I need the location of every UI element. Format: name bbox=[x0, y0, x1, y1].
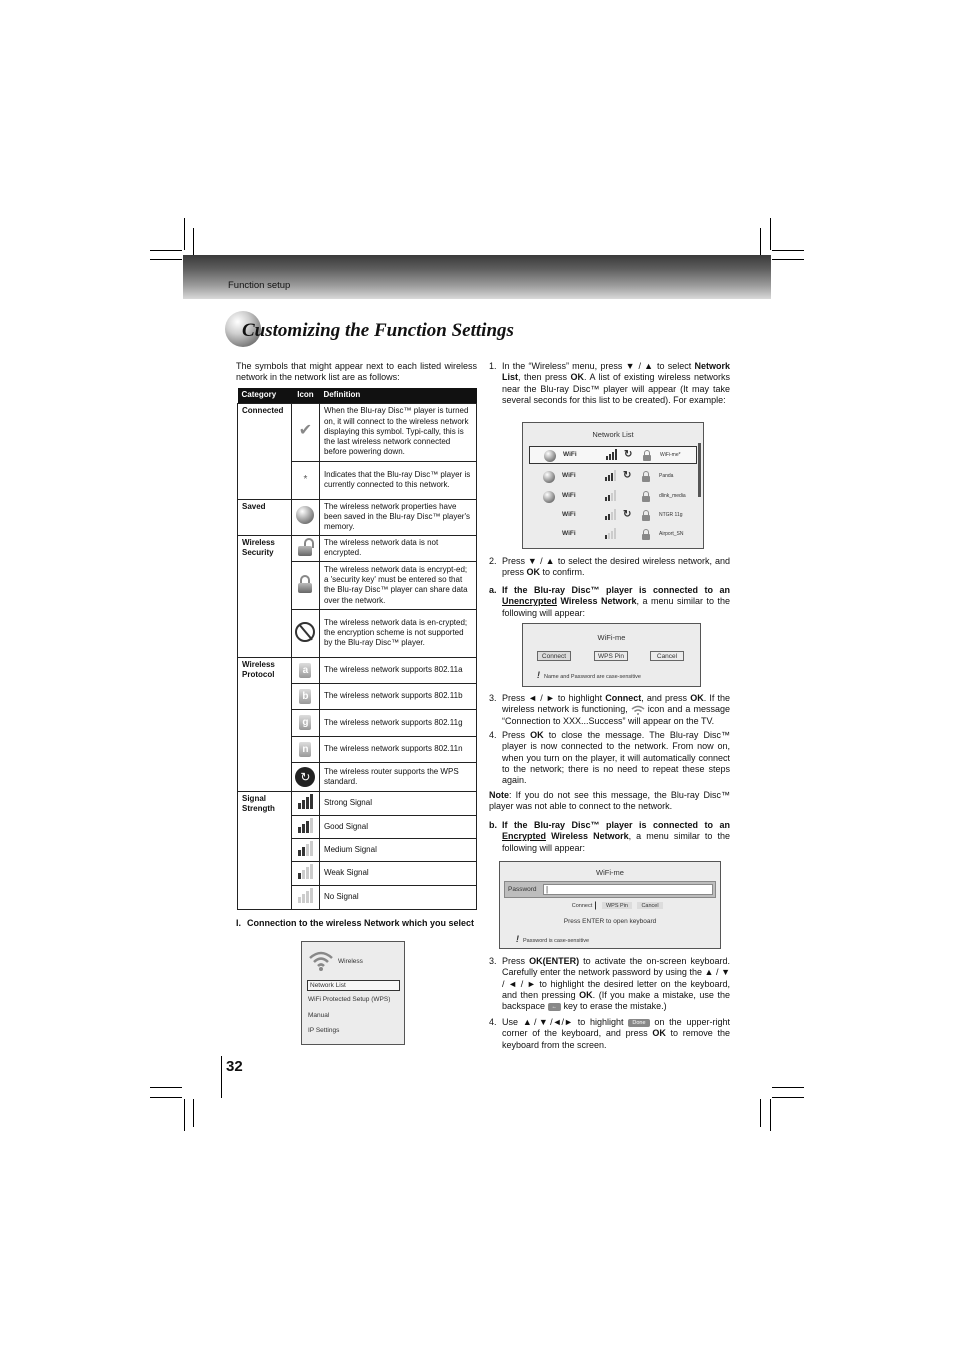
step-text bbox=[502, 556, 730, 579]
saved-ball-icon bbox=[544, 450, 556, 462]
unlocked-icon bbox=[298, 538, 312, 556]
signal-none-icon bbox=[298, 888, 313, 903]
network-name: NTGR 11g bbox=[659, 512, 683, 518]
network-row[interactable] bbox=[529, 526, 697, 544]
text-run: OK bbox=[526, 567, 541, 578]
password-label: Password bbox=[508, 886, 537, 893]
table-row bbox=[238, 657, 477, 683]
wps-pin-button[interactable]: WPS Pin bbox=[601, 901, 633, 910]
text-run: If the Blu-ray Disc™ player is connected to an bbox=[502, 585, 730, 595]
text-run: Connect bbox=[605, 693, 642, 703]
step-4b bbox=[489, 1017, 730, 1051]
lock-icon bbox=[642, 471, 650, 482]
definition-text: The wireless network data is encrypt-ed; a 'security key' must be entered so that the Blu-ray Disc™ player can share data over the network. bbox=[319, 561, 476, 609]
text-run: key to erase the mistake.) bbox=[561, 1001, 667, 1012]
step-text bbox=[502, 1017, 730, 1051]
wireless-menu-screen bbox=[301, 941, 405, 1045]
network-label: WiFi bbox=[562, 472, 576, 479]
dialog-note bbox=[516, 934, 589, 944]
table-row bbox=[238, 403, 477, 461]
signal-icon bbox=[605, 490, 616, 503]
network-label: WiFi bbox=[563, 451, 577, 458]
category-security: Wireless Security bbox=[238, 535, 292, 657]
scrollbar[interactable] bbox=[698, 443, 701, 497]
definition-text: Medium Signal bbox=[319, 839, 476, 862]
definition-text: The wireless network supports 802.11n bbox=[319, 736, 476, 762]
unsupported-encryption-icon bbox=[295, 622, 315, 642]
crop-mark bbox=[760, 1099, 761, 1127]
note-label: Note bbox=[489, 790, 509, 800]
wps-icon: ↻ bbox=[295, 767, 315, 787]
definition-text: The wireless network data is not encrypted. bbox=[319, 535, 476, 561]
crop-mark bbox=[184, 1099, 185, 1131]
network-label: WiFi bbox=[562, 492, 576, 499]
step-text bbox=[502, 730, 730, 786]
network-label: WiFi bbox=[562, 530, 576, 537]
signal-weak-icon bbox=[298, 864, 313, 879]
page-number: 32 bbox=[226, 1058, 243, 1075]
text-run: Wireless Network bbox=[557, 596, 637, 607]
step-a bbox=[489, 585, 730, 619]
step-text bbox=[502, 585, 730, 619]
page-title: Customizing the Function Settings bbox=[242, 320, 514, 341]
text-run: , then press bbox=[518, 372, 571, 383]
text-run: Encrypted bbox=[502, 831, 547, 842]
step-2 bbox=[489, 556, 730, 579]
text-run: Wireless Network bbox=[546, 831, 629, 842]
network-row[interactable] bbox=[529, 468, 697, 486]
saved-ball-icon bbox=[296, 506, 314, 524]
dialog-note bbox=[537, 670, 641, 680]
definition-text: Good Signal bbox=[319, 815, 476, 838]
step-text bbox=[502, 693, 730, 727]
table-row bbox=[238, 535, 477, 561]
col-header-icon: Icon bbox=[291, 388, 319, 403]
connect-dialog-encrypted bbox=[499, 861, 721, 949]
definition-text: Strong Signal bbox=[319, 791, 476, 815]
crop-mark bbox=[150, 1087, 182, 1088]
wps-pin-button[interactable]: WPS Pin bbox=[594, 651, 628, 661]
crop-mark bbox=[770, 218, 771, 250]
lock-icon bbox=[642, 491, 650, 502]
crop-mark bbox=[150, 1097, 182, 1098]
category-protocol: Wireless Protocol bbox=[238, 657, 292, 791]
step-3b bbox=[489, 956, 730, 1012]
text-run: to remove the keyboard from the screen. bbox=[502, 1028, 730, 1050]
text-run: to activate the on-screen keyboard. Carefully enter the network password by using the ▲ / ▼ / ◄ / ► to highlight the desired letter on the keyboard, and then pressing bbox=[502, 956, 730, 1000]
wireless-menu-title: Wireless bbox=[338, 958, 363, 965]
step-number: 1. bbox=[489, 361, 497, 371]
dialog-title: WiFi-me bbox=[597, 633, 626, 642]
crop-mark bbox=[772, 259, 804, 260]
done-key-icon: Done bbox=[628, 1019, 649, 1027]
checkmark-icon: ✔ bbox=[298, 421, 313, 439]
text-run: OK bbox=[570, 372, 585, 383]
step-b bbox=[489, 820, 730, 854]
signal-medium-icon bbox=[298, 841, 313, 856]
signal-good-icon bbox=[298, 818, 313, 833]
category-saved: Saved bbox=[238, 499, 292, 535]
text-run: , and press bbox=[641, 693, 691, 703]
text-run: OK bbox=[690, 693, 704, 703]
text-run: OK(ENTER) bbox=[529, 956, 580, 966]
col-header-definition: Definition bbox=[319, 388, 476, 403]
page-number-rule bbox=[221, 1056, 222, 1098]
text-run: . A list of existing wireless networks near the Blu-ray Disc™ player will appear (It may take several seconds for this list to be created). For example: bbox=[502, 372, 730, 405]
text-run: OK bbox=[579, 989, 593, 1000]
definition-text: No Signal bbox=[319, 885, 476, 909]
step-number: 4. bbox=[489, 730, 497, 740]
network-list-title: Network List bbox=[592, 430, 634, 439]
network-list-screen bbox=[522, 422, 704, 549]
wps-icon: ↻ bbox=[623, 509, 632, 520]
wps-icon: ↻ bbox=[623, 470, 632, 481]
section-label: Function setup bbox=[228, 280, 291, 291]
text-run: . (If you make a mistake, use the backspace bbox=[502, 989, 730, 1012]
definition-text: The wireless network properties have been saved in the Blu-ray Disc™ player's memory. bbox=[319, 499, 476, 535]
wifi-icon bbox=[631, 705, 645, 715]
text-run: OK bbox=[530, 730, 544, 740]
step-text bbox=[502, 820, 730, 854]
text-run: , a menu similar to the following will appear: bbox=[502, 596, 730, 618]
text-run: Use ▲/▼/◄/► to highlight bbox=[502, 1017, 629, 1027]
network-name: WiFi-me* bbox=[660, 452, 681, 458]
step-3a bbox=[489, 693, 730, 727]
text-run: to confirm. bbox=[540, 567, 585, 578]
step-number: 3. bbox=[489, 956, 497, 966]
text-run: Press ◄ / ► to highlight bbox=[502, 693, 606, 703]
protocol-n-icon: n bbox=[299, 742, 311, 757]
definition-text: The wireless network supports 802.11a bbox=[319, 657, 476, 683]
crop-mark bbox=[772, 250, 804, 251]
signal-icon bbox=[605, 509, 616, 522]
network-label: WiFi bbox=[562, 511, 576, 518]
text-run: Unencrypted bbox=[502, 596, 558, 607]
crop-mark bbox=[770, 1099, 771, 1131]
network-row[interactable] bbox=[529, 507, 697, 525]
category-signal: Signal Strength bbox=[238, 791, 292, 909]
network-name: dlink_media bbox=[659, 493, 686, 499]
table-row bbox=[238, 499, 477, 535]
step-1 bbox=[489, 361, 730, 406]
table-header-row bbox=[238, 388, 477, 403]
lock-icon bbox=[643, 450, 651, 461]
dialog-title: WiFi-me bbox=[596, 868, 624, 877]
wps-icon: ↻ bbox=[624, 449, 633, 460]
cancel-button[interactable]: Cancel bbox=[636, 901, 664, 910]
note-text: : If you do not see this message, the Blu-ray Disc™ player was not able to connect to the network. bbox=[489, 790, 730, 812]
menu-item-network-list[interactable]: Network List bbox=[307, 980, 400, 991]
note-paragraph bbox=[489, 790, 730, 813]
definition-text: Indicates that the Blu-ray Disc™ player is currently connected to this network. bbox=[319, 461, 476, 499]
definition-text: The wireless network supports 802.11g bbox=[319, 709, 476, 736]
protocol-g-icon: g bbox=[299, 715, 311, 730]
definition-text: The wireless router supports the WPS standard. bbox=[319, 762, 476, 791]
asterisk-icon: * bbox=[303, 473, 308, 485]
text-run: . If the wireless network is functioning, bbox=[502, 693, 731, 715]
lock-icon bbox=[298, 575, 312, 593]
password-row bbox=[504, 881, 716, 898]
exclamation-icon: ! bbox=[537, 670, 540, 680]
protocol-b-icon: b bbox=[299, 689, 311, 704]
step-text bbox=[502, 361, 730, 406]
backspace-key-icon: ← bbox=[548, 1003, 562, 1011]
step-number: 3. bbox=[489, 693, 497, 703]
step-number: b. bbox=[489, 820, 497, 830]
text-run: Press bbox=[502, 730, 531, 740]
text-run: icon and a message “Connection to XXX...Success” will appear on the TV. bbox=[502, 704, 730, 726]
text-run: to close the message. The Blu-ray Disc™ player is now connected to the network. From now on, when you turn on the player, it will automatically connect to the network; there is no need to repeat these steps again. bbox=[502, 730, 730, 786]
saved-ball-icon bbox=[543, 471, 555, 483]
text-run: In the “Wireless” menu, press ▼ / ▲ to select bbox=[502, 361, 695, 371]
menu-item-ip-settings[interactable]: IP Settings bbox=[308, 1027, 340, 1034]
exclamation-icon: ! bbox=[516, 934, 519, 944]
signal-icon bbox=[605, 470, 616, 483]
step-number: 4. bbox=[489, 1017, 497, 1027]
saved-ball-icon bbox=[543, 491, 555, 503]
step-text: Connection to the wireless Network which you select bbox=[247, 918, 475, 928]
lock-icon bbox=[642, 510, 650, 521]
text-run: Press bbox=[502, 956, 530, 966]
network-name: Airport_SN bbox=[659, 531, 684, 537]
crop-mark bbox=[184, 218, 185, 250]
text-run: Network List bbox=[502, 361, 730, 383]
text-run: , a menu similar to the following will appear: bbox=[502, 831, 730, 853]
note-text: Password is case-sensitive bbox=[523, 938, 590, 944]
signal-strong-icon bbox=[298, 794, 313, 809]
definition-text: The wireless network supports 802.11b bbox=[319, 683, 476, 709]
cancel-button[interactable]: Cancel bbox=[650, 651, 684, 661]
crop-mark bbox=[193, 1099, 194, 1127]
protocol-a-icon: a bbox=[299, 663, 311, 678]
crop-mark bbox=[772, 1087, 804, 1088]
wifi-icon bbox=[308, 950, 334, 972]
step-text bbox=[502, 956, 730, 1012]
col-header-category: Category bbox=[238, 388, 292, 403]
text-run: If the Blu-ray Disc™ player is connected to an bbox=[502, 820, 730, 830]
connect-button[interactable]: Connect bbox=[537, 651, 571, 661]
definition-text: The wireless network data is en-crypted; the encryption scheme is not supported by the Blu-ray Disc™ player. bbox=[319, 609, 476, 657]
lock-icon bbox=[642, 529, 650, 540]
network-row[interactable] bbox=[529, 446, 697, 464]
step-i bbox=[236, 918, 477, 929]
signal-icon bbox=[605, 528, 616, 541]
crop-mark bbox=[772, 1097, 804, 1098]
menu-item-manual[interactable]: Manual bbox=[308, 1012, 330, 1019]
definition-text: Weak Signal bbox=[319, 862, 476, 885]
step-number: a. bbox=[489, 585, 497, 595]
intro-text: The symbols that might appear next to each listed wireless network in the network list are as follows: bbox=[236, 361, 477, 383]
definition-text: When the Blu-ray Disc™ player is turned on, it will connect to the wireless network displaying this symbol. Typi-cally, this is the last wireless network connected before powering down. bbox=[319, 403, 476, 461]
note-text: Name and Password are case-sensitive bbox=[544, 674, 641, 680]
step-4a bbox=[489, 730, 730, 786]
network-row[interactable] bbox=[529, 488, 697, 506]
table-row bbox=[238, 791, 477, 815]
header-band bbox=[183, 255, 771, 299]
step-number: 2. bbox=[489, 556, 497, 566]
step-number: I. bbox=[236, 918, 242, 928]
text-run: OK bbox=[652, 1028, 666, 1039]
keyboard-hint: Press ENTER to open keyboard bbox=[563, 918, 657, 925]
symbol-table bbox=[237, 388, 477, 910]
network-name: Panda bbox=[659, 473, 674, 479]
crop-mark bbox=[150, 259, 182, 260]
password-input[interactable]: | bbox=[543, 884, 713, 895]
crop-mark bbox=[150, 250, 182, 251]
text-run: Press ▼ / ▲ to select the desired wireless network, and press bbox=[502, 556, 730, 578]
category-connected: Connected bbox=[238, 403, 292, 499]
connect-button[interactable]: Connect bbox=[568, 901, 596, 910]
signal-icon bbox=[606, 449, 617, 462]
text-run: on the upper-right corner of the keyboard, and press bbox=[502, 1017, 730, 1039]
menu-item-wps[interactable]: WiFi Protected Setup (WPS) bbox=[308, 996, 391, 1003]
connect-dialog-unencrypted bbox=[522, 623, 701, 687]
